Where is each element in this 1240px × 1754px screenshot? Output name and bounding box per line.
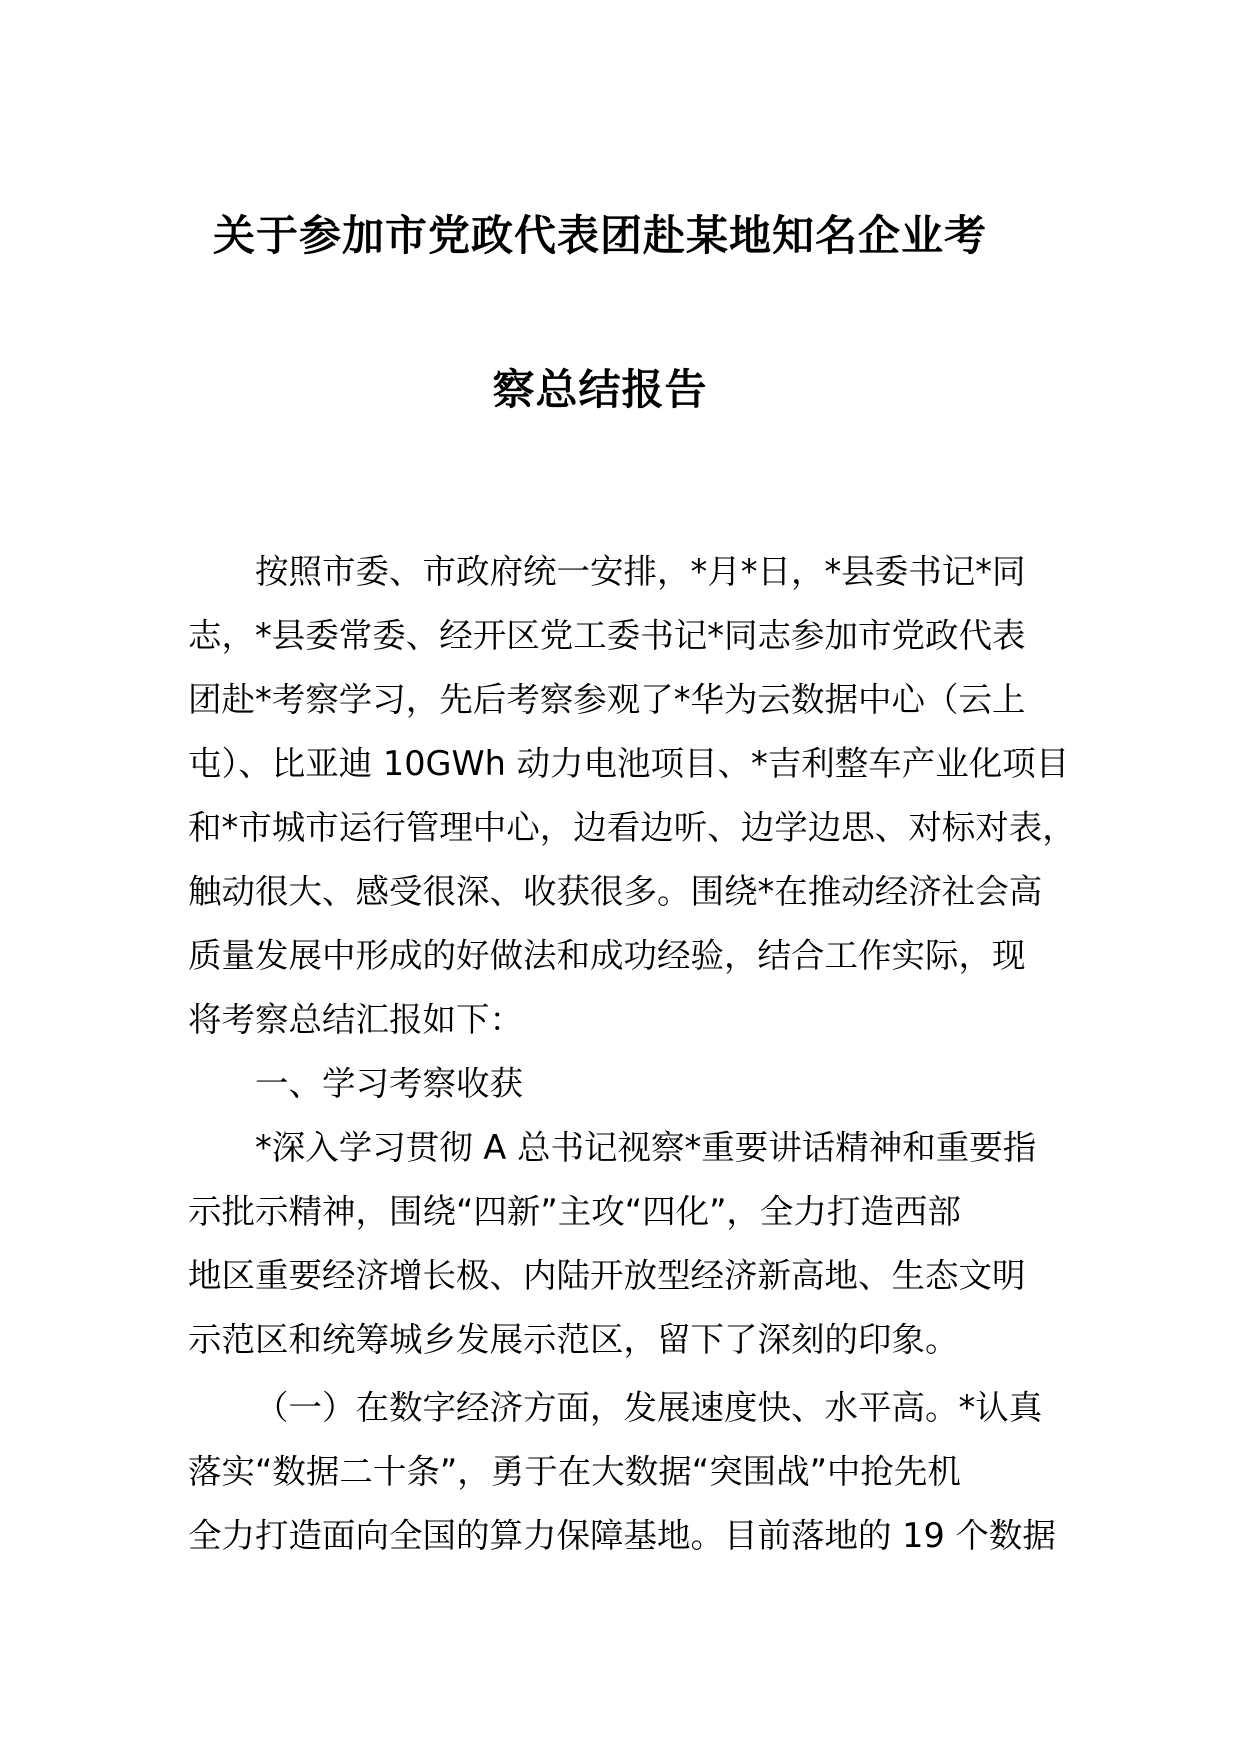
paragraph-line-8: 将考察总结汇报如下： [188,1000,523,1039]
paragraph-line-5: 和*市城市运行管理中心，边看边听、边学边思、对标对表， [188,808,1076,847]
paragraph-line-14: （一）在数字经济方面，发展速度快、水平高。*认真 [255,1388,1043,1427]
paragraph-line-7: 质量发展中形成的好做法和成功经验，结合工作实际，现 [188,936,1026,975]
paragraph-line-3: 团赴*考察学习，先后考察参观了*华为云数据中心（云上 [188,680,1026,719]
paragraph-line-15: 落实“数据二十条”，勇于在大数据“突围战”中抢先机 [188,1452,961,1491]
document-title-line-2: 察总结报告 [492,365,708,414]
document-title-line-1: 关于参加市党政代表团赴某地知名企业考 [212,211,987,260]
paragraph-line-11: 示批示精神，围绕“四新”主攻“四化”，全力打造西部 [188,1192,961,1231]
paragraph-line-16: 全力打造面向全国的算力保障基地。目前落地的 19 个数据 [188,1516,1056,1555]
paragraph-line-4: 屯）、比亚迪 10GWh 动力电池项目、*吉利整车产业化项目 [188,744,1070,783]
paragraph-line-1: 按照市委、市政府统一安排，*月*日，*县委书记*同 [255,552,1026,591]
paragraph-line-2: 志，*县委常委、经开区党工委书记*同志参加市党政代表 [188,616,1026,655]
paragraph-line-12: 地区重要经济增长极、内陆开放型经济新高地、生态文明 [188,1256,1026,1295]
paragraph-line-6: 触动很大、感受很深、收获很多。围绕*在推动经济社会高 [188,872,1043,911]
paragraph-line-10: *深入学习贯彻 A 总书记视察*重要讲话精神和重要指 [255,1128,1037,1167]
paragraph-line-13: 示范区和统筹城乡发展示范区，留下了深刻的印象。 [188,1320,959,1359]
section-heading: 一、学习考察收获 [255,1064,523,1103]
